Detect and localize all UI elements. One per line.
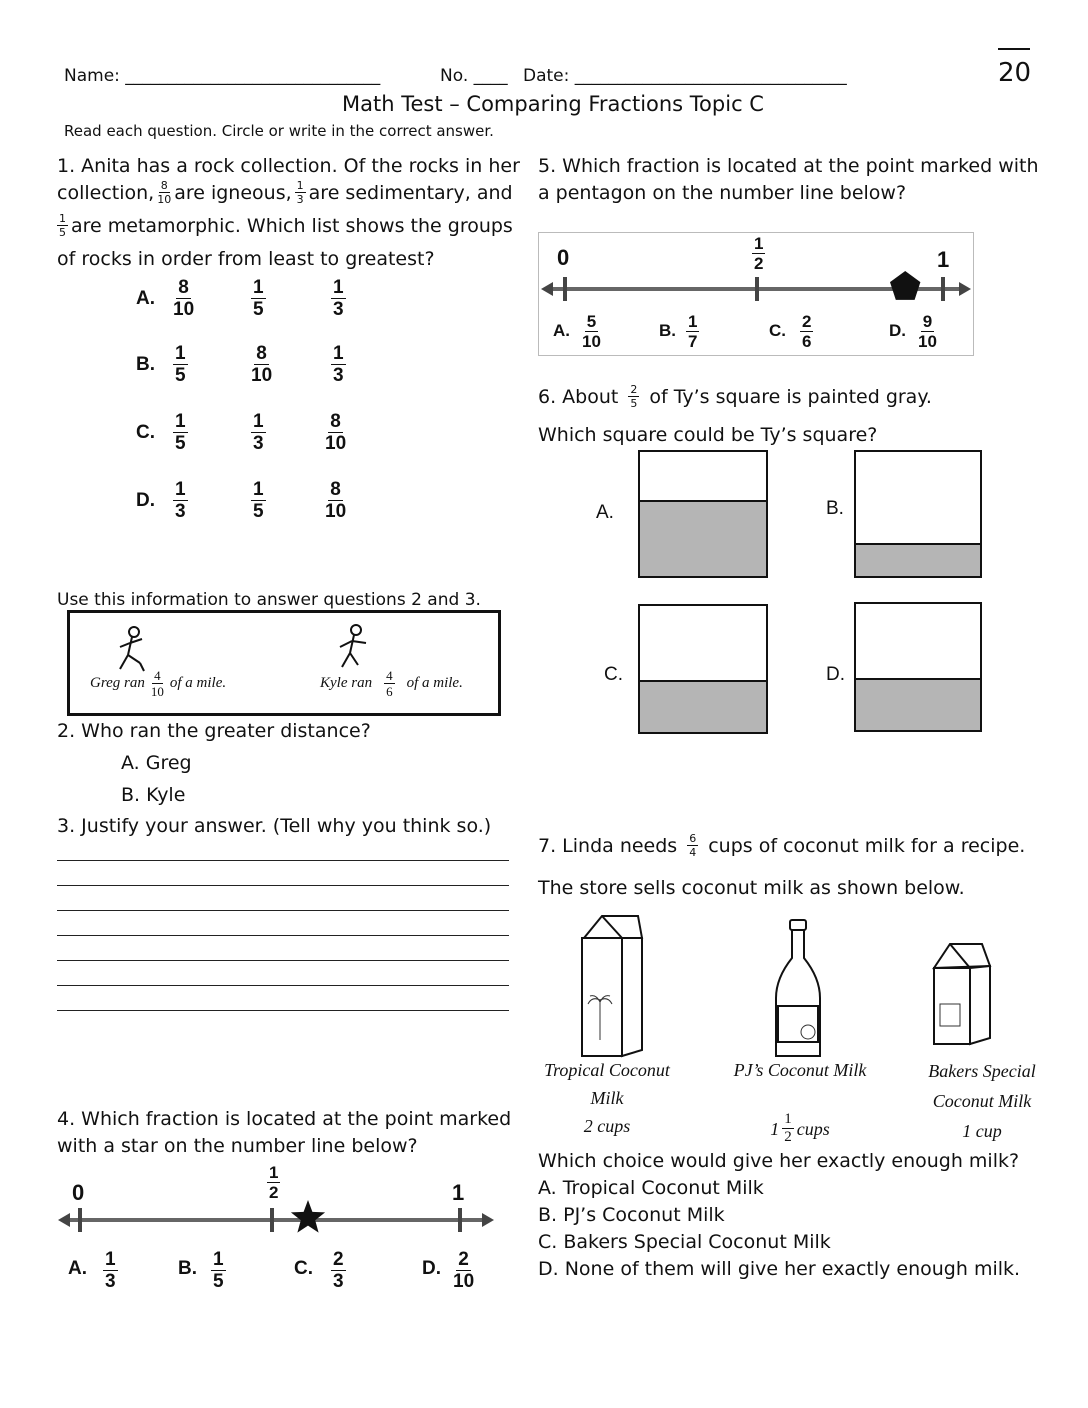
option-label: D. <box>826 664 845 685</box>
milk-carton-small-icon <box>930 938 996 1048</box>
option-label: D. <box>889 321 906 340</box>
q6-fraction: 2 5 <box>630 383 638 410</box>
gray-fill <box>856 543 980 576</box>
fraction: 8 10 <box>173 277 195 320</box>
option-label: B. <box>178 1258 197 1279</box>
q7-text: cups of coconut milk for a recipe. <box>708 834 1026 857</box>
label-zero: 0 <box>557 245 570 270</box>
option-label: B. <box>826 498 844 519</box>
q7-option-c[interactable]: C. Bakers Special Coconut Milk <box>538 1231 831 1253</box>
q6-text: of Ty’s square is painted gray. <box>649 385 932 408</box>
fraction: 1 3 <box>105 1249 116 1292</box>
option-label: B. <box>659 321 676 340</box>
q7-fraction: 6 4 <box>689 832 697 859</box>
gray-fill <box>640 680 766 732</box>
product-name: Coconut Milk <box>932 1091 1032 1111</box>
q1-option-b[interactable] <box>136 344 376 390</box>
label-one: 1 <box>937 247 950 272</box>
fraction: 5 10 <box>582 312 601 351</box>
option-label: A. <box>596 502 614 523</box>
fraction: 1 3 <box>175 479 186 522</box>
product-name: Milk <box>590 1088 624 1108</box>
q7-line1 <box>538 833 1025 858</box>
greg-text: of a mile. <box>169 675 227 691</box>
q2-question: 2. Who ran the greater distance? <box>57 720 371 742</box>
label-half: 1 2 <box>754 234 764 273</box>
q7-option-b[interactable]: B. PJ’s Coconut Milk <box>538 1204 725 1226</box>
q6-option-d-square[interactable] <box>854 602 982 732</box>
kyle-fraction: 4 6 <box>386 668 393 699</box>
option-label: A. <box>553 321 570 340</box>
q1-line2 <box>57 180 513 205</box>
q1-frac-metamorphic: 1 5 <box>59 212 66 239</box>
fraction: 2 3 <box>333 1249 344 1292</box>
q5-line2: a pentagon on the number line below? <box>538 182 907 204</box>
number-field[interactable]: No. ____ <box>440 66 508 86</box>
kyle-text: Kyle ran <box>320 675 373 691</box>
kyle-info <box>320 669 463 698</box>
q1-options <box>136 278 376 528</box>
fraction: 9 10 <box>918 312 937 351</box>
q6-squares <box>596 450 996 740</box>
q6-option-c-square[interactable] <box>638 604 768 734</box>
fraction: 2 10 <box>453 1249 475 1292</box>
runner-icon <box>114 625 154 675</box>
q7-text: 7. Linda needs <box>538 834 678 857</box>
q1-frac-igneous: 8 10 <box>157 179 172 206</box>
kyle-text: of a mile. <box>406 675 463 691</box>
milk-carton-icon <box>578 910 648 1060</box>
q6-line2: Which square could be Ty’s square? <box>538 424 878 446</box>
q2-option-b[interactable]: B. Kyle <box>121 784 186 806</box>
greg-text: Greg ran <box>90 675 145 691</box>
fraction: 1 3 <box>333 343 344 386</box>
score-total: 20 <box>998 58 1032 88</box>
product-amount: 2 cups <box>583 1116 631 1136</box>
product-name: Bakers Special <box>928 1061 1036 1081</box>
date-field[interactable]: Date: ________________________________ <box>523 66 847 86</box>
option-label: A. <box>68 1258 87 1279</box>
q7-line2: The store sells coconut milk as shown below. <box>538 877 965 899</box>
runner-info-box <box>67 610 501 716</box>
gray-fill <box>856 678 980 730</box>
q6-option-a-square[interactable] <box>638 450 768 578</box>
answer-line[interactable] <box>57 1010 509 1011</box>
q7-question: Which choice would give her exactly enough milk? <box>538 1150 1020 1172</box>
q1-text: are igneous, <box>174 181 292 204</box>
product-tropical <box>542 1056 672 1140</box>
info-intro: Use this information to answer questions 2 and 3. <box>57 590 481 610</box>
star-marker-icon <box>58 1162 498 1242</box>
product-bakers <box>922 1056 1042 1146</box>
milk-bottle-icon <box>772 918 826 1060</box>
fraction: 1 5 <box>213 1249 224 1292</box>
answer-line[interactable] <box>57 885 509 886</box>
q6-line1 <box>538 384 932 409</box>
option-label: B. <box>136 354 155 375</box>
answer-line[interactable] <box>57 935 509 936</box>
q1-line1: 1. Anita has a rock collection. Of the rocks in her <box>57 155 520 177</box>
label-zero: 0 <box>72 1180 85 1205</box>
pentagon-shape <box>890 271 920 300</box>
answer-line[interactable] <box>57 985 509 986</box>
answer-line[interactable] <box>57 960 509 961</box>
option-label: D. <box>422 1258 441 1279</box>
greg-info <box>90 669 226 698</box>
label-one: 1 <box>452 1180 465 1205</box>
fraction: 1 5 <box>253 277 264 320</box>
fraction: 1 5 <box>175 343 186 386</box>
product-amount: 1 1 2 cups <box>770 1111 830 1145</box>
fraction: 1 3 <box>333 277 344 320</box>
page-title: Math Test – Comparing Fractions Topic C <box>342 92 764 116</box>
option-label: C. <box>294 1258 313 1279</box>
q1-option-d[interactable] <box>136 480 376 526</box>
instructions: Read each question. Circle or write in the correct answer. <box>64 122 494 140</box>
fraction: 1 7 <box>688 312 698 351</box>
q1-frac-sedimentary: 1 3 <box>296 179 304 206</box>
product-pjs <box>730 1056 870 1145</box>
name-field[interactable]: Name: ______________________________ <box>64 66 381 86</box>
q1-option-c[interactable] <box>136 412 376 458</box>
pentagon-marker-icon <box>539 233 973 313</box>
score-blank[interactable] <box>998 48 1030 50</box>
fraction: 1 5 <box>175 411 186 454</box>
q2-option-a[interactable]: A. Greg <box>121 752 192 774</box>
amount-fraction: 1 2 <box>784 1111 792 1145</box>
q3-question: 3. Justify your answer. (Tell why you think so.) <box>57 815 492 837</box>
answer-line[interactable] <box>57 910 509 911</box>
q6-option-b-square[interactable] <box>854 450 982 578</box>
fraction: 1 3 <box>253 411 264 454</box>
q4-line1: 4. Which fraction is located at the point marked <box>57 1108 512 1130</box>
fraction: 8 10 <box>325 479 347 522</box>
q7-option-a[interactable]: A. Tropical Coconut Milk <box>538 1177 764 1199</box>
label-half: 1 2 <box>269 1163 279 1202</box>
q1-text: are sedimentary, and <box>308 181 513 204</box>
product-amount: 1 cup <box>962 1121 1002 1141</box>
star-shape <box>291 1200 325 1233</box>
product-name: PJ’s Coconut Milk <box>733 1060 867 1080</box>
option-label: D. <box>136 490 155 511</box>
q7-option-d[interactable]: D. None of them will give her exactly enough milk. <box>538 1258 1021 1280</box>
q5-line1: 5. Which fraction is located at the point marked with <box>538 155 1039 177</box>
q5-number-line <box>538 232 974 356</box>
fraction: 2 6 <box>802 312 812 351</box>
q1-line4: of rocks in order from least to greatest? <box>57 248 435 270</box>
fraction: 8 10 <box>251 343 273 386</box>
gray-fill <box>640 500 766 576</box>
q1-line3 <box>57 213 513 238</box>
q6-text: 6. About <box>538 385 619 408</box>
product-name: Tropical Coconut <box>544 1060 670 1080</box>
option-label: A. <box>136 288 155 309</box>
greg-fraction: 4 10 <box>150 668 164 699</box>
runner-icon <box>334 623 374 673</box>
q4-number-line <box>58 1162 498 1297</box>
fraction: 8 10 <box>325 411 347 454</box>
answer-line[interactable] <box>57 860 509 861</box>
q1-text: collection, <box>57 181 155 204</box>
fraction: 1 5 <box>253 479 264 522</box>
q1-text: are metamorphic. Which list shows the groups <box>71 214 513 237</box>
option-label: C. <box>769 321 786 340</box>
option-label: C. <box>604 664 623 685</box>
option-label: C. <box>136 422 155 443</box>
q4-line2: with a star on the number line below? <box>57 1135 418 1157</box>
q1-option-a[interactable] <box>136 278 376 324</box>
